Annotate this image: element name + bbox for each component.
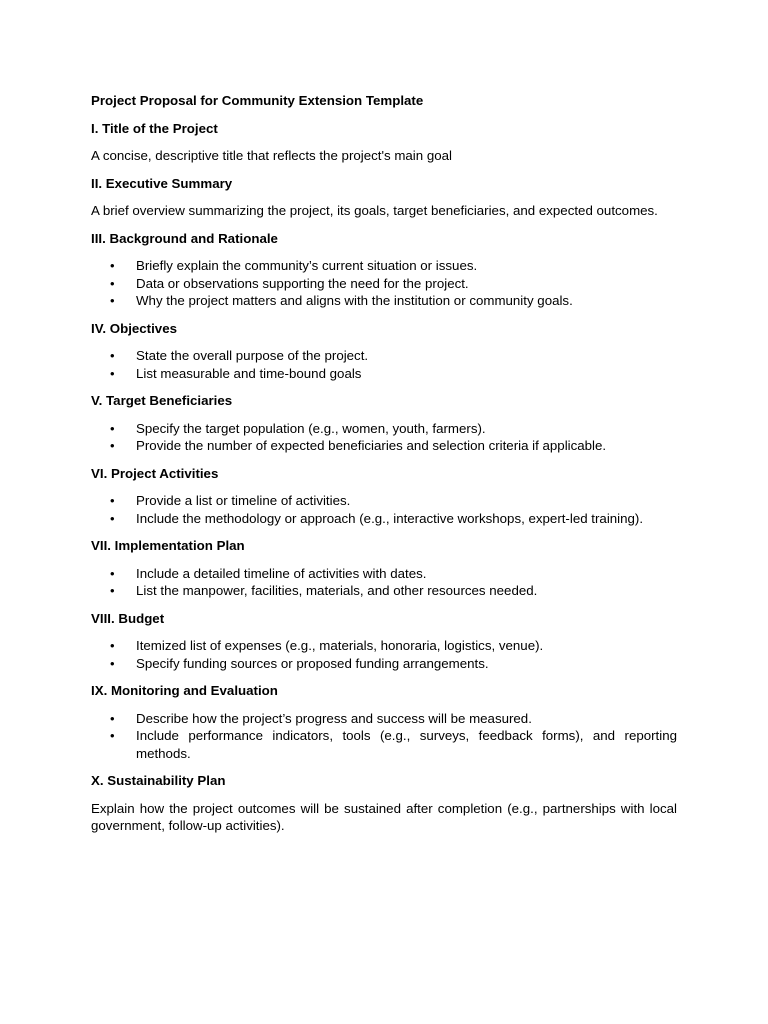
bullet-icon: • (110, 293, 115, 308)
section-heading: IV. Objectives (91, 320, 177, 336)
list-item (91, 565, 677, 583)
list-item-text: Provide a list or timeline of activities. (136, 493, 351, 508)
list-item (91, 510, 677, 528)
section-heading: I. Title of the Project (91, 120, 218, 136)
section-heading: II. Executive Summary (91, 175, 233, 191)
bullet-list (91, 347, 677, 382)
document-page (91, 92, 677, 845)
section (91, 537, 677, 600)
bullet-icon: • (110, 275, 115, 291)
section (91, 175, 677, 220)
list-item (91, 257, 677, 275)
list-item (91, 420, 677, 438)
list-item-text: Provide the number of expected beneficiaries and selection criteria if applicable. (136, 438, 607, 453)
list-item-text: Include performance indicators, tools (e.g., surveys, feedback forms), and reporting methods. (136, 728, 677, 761)
section (91, 610, 677, 673)
section (91, 392, 677, 455)
section-paragraph: A concise, descriptive title that reflects the project's main goal (91, 148, 452, 163)
section (91, 465, 677, 528)
list-item-text: List the manpower, facilities, materials, and other resources needed. (136, 583, 538, 598)
document-title: Project Proposal for Community Extension Template (91, 93, 424, 108)
bullet-icon: • (110, 365, 115, 381)
bullet-list (91, 710, 677, 763)
list-item-text: Include a detailed timeline of activities with dates. (136, 565, 427, 581)
sections-container (91, 120, 677, 835)
section-heading: IX. Monitoring and Evaluation (91, 683, 278, 698)
bullet-icon: • (110, 348, 115, 363)
list-item (91, 347, 677, 365)
section (91, 230, 677, 310)
list-item-text: Why the project matters and aligns with the institution or community goals. (136, 293, 573, 308)
list-item (91, 365, 677, 383)
list-item-text: Specify the target population (e.g., women, youth, farmers). (136, 420, 486, 436)
bullet-icon: • (110, 583, 115, 598)
bullet-icon: • (110, 438, 115, 453)
list-item-text: List measurable and time-bound goals (136, 365, 362, 381)
list-item (91, 710, 677, 728)
section (91, 772, 677, 835)
bullet-icon: • (110, 420, 115, 436)
bullet-icon: • (110, 710, 115, 726)
section-heading: X. Sustainability Plan (91, 773, 226, 788)
list-item (91, 492, 677, 510)
list-item (91, 275, 677, 293)
section (91, 682, 677, 762)
bullet-icon: • (110, 258, 115, 273)
list-item (91, 727, 677, 762)
bullet-icon: • (110, 638, 115, 653)
bullet-icon: • (110, 655, 115, 671)
section (91, 120, 677, 165)
bullet-icon: • (110, 493, 115, 508)
section-heading: VIII. Budget (91, 610, 165, 626)
list-item-text: Itemized list of expenses (e.g., materials, honoraria, logistics, venue). (136, 638, 544, 653)
section-paragraph: Explain how the project outcomes will be sustained after completion (e.g., partnerships with local government, follow-up activities). (91, 800, 677, 833)
bullet-list (91, 492, 677, 527)
list-item-text: Data or observations supporting the need for the project. (136, 275, 469, 291)
bullet-icon: • (110, 728, 115, 743)
list-item-text: Specify funding sources or proposed funding arrangements. (136, 655, 489, 671)
section-heading: III. Background and Rationale (91, 230, 278, 246)
list-item-text: State the overall purpose of the project. (136, 348, 369, 363)
section-paragraph: A brief overview summarizing the project, its goals, target beneficiaries, and expected outcomes. (91, 203, 658, 218)
list-item (91, 437, 677, 455)
section-heading: V. Target Beneficiaries (91, 393, 233, 408)
bullet-icon: • (110, 510, 115, 526)
bullet-list (91, 565, 677, 600)
list-item-text: Include the methodology or approach (e.g., interactive workshops, expert-led training). (136, 510, 644, 526)
list-item (91, 292, 677, 310)
section-heading: VII. Implementation Plan (91, 538, 245, 553)
list-item-text: Briefly explain the community’s current situation or issues. (136, 258, 478, 273)
section-heading: VI. Project Activities (91, 465, 219, 481)
list-item (91, 582, 677, 600)
bullet-list (91, 420, 677, 455)
bullet-icon: • (110, 565, 115, 581)
list-item (91, 655, 677, 673)
list-item-text: Describe how the project’s progress and success will be measured. (136, 710, 532, 726)
bullet-list (91, 637, 677, 672)
list-item (91, 637, 677, 655)
section (91, 320, 677, 383)
bullet-list (91, 257, 677, 310)
